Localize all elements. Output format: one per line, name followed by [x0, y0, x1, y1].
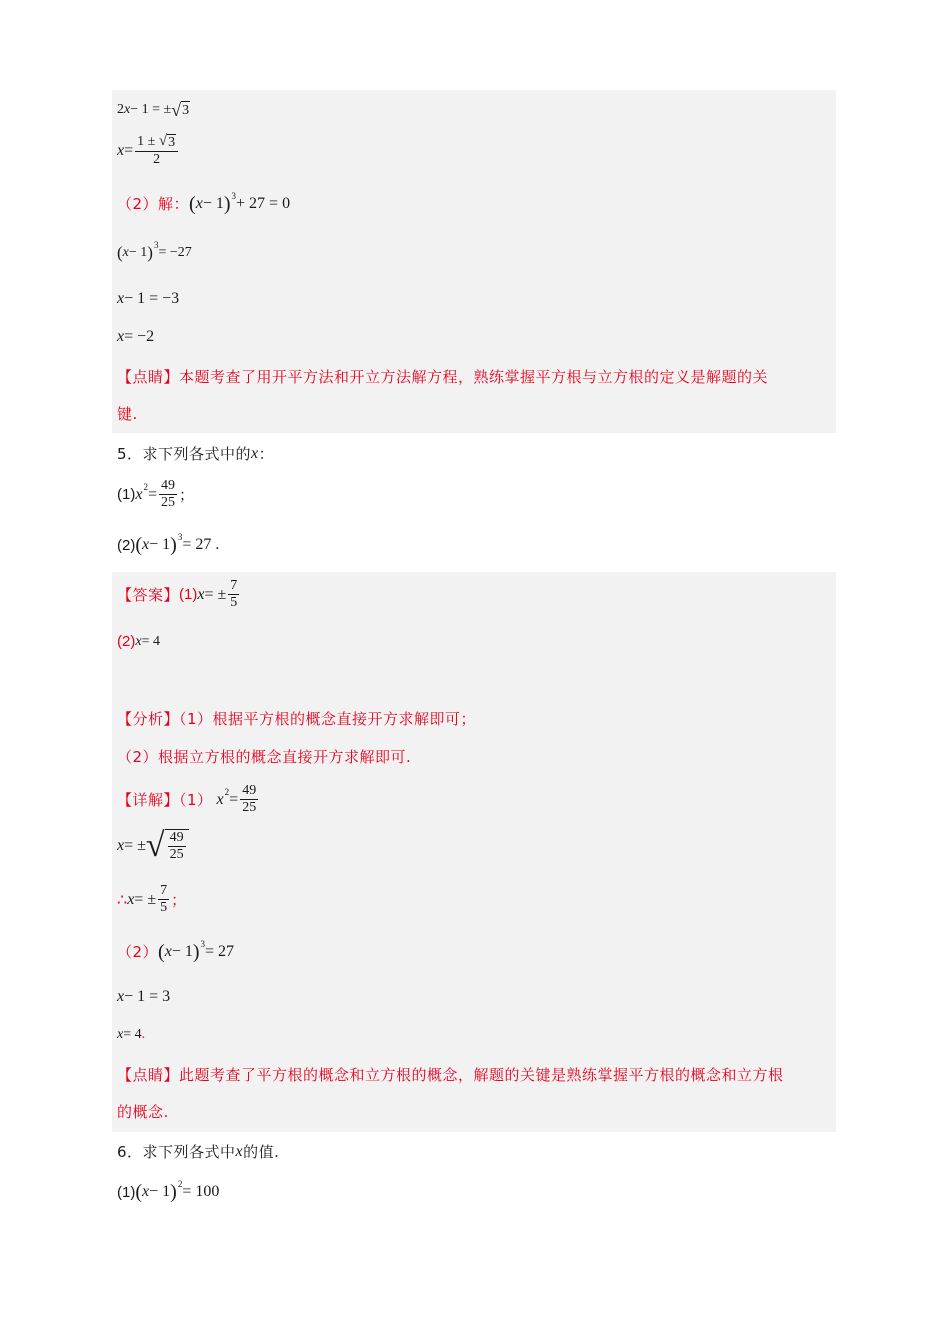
- q5-part-2: (2) ( x − 1 ) 3 = 27 .: [117, 532, 220, 556]
- s4-line-4: ( x − 1 ) 3 = −27: [117, 239, 192, 262]
- a5-note-line-1: 【点睛】此题考查了平方根的概念和立方根的概念，解题的关键是熟练掌握平方根的概念和立方根: [117, 1066, 784, 1084]
- a5-detail-3: ∴ x = ± $\frac{7}{5}$ ；: [117, 883, 187, 916]
- a5-answer-2: (2) x = 4: [117, 633, 160, 650]
- s4-line-6: x = −2: [117, 328, 155, 345]
- s4-note-line-2: 键.: [117, 405, 138, 423]
- s4-line-5: x − 1 = −3: [117, 290, 180, 307]
- q6-part-1: (1) ( x − 1 ) 2 = 100: [117, 1179, 220, 1203]
- a5-answer-1: 【答案】 (1) x = ± $\frac{7}{5}$: [117, 578, 238, 611]
- answer-block-5: [112, 572, 836, 1132]
- a5-detail-5: x − 1 = 3: [117, 988, 171, 1005]
- s4-note-line-1: 【点睛】本题考查了用开平方法和开立方法解方程，熟练掌握平方根与立方根的定义是解题的关: [117, 368, 769, 386]
- a5-detail-2: x = ± √ $\frac{49}{25}$: [117, 829, 189, 863]
- q5-part-1: (1) x 2 = $\frac{49}{25}$ ；: [117, 478, 195, 511]
- q5-title: 5．求下列各式中的 x ：: [117, 444, 275, 463]
- a5-analysis-1: 【分析】（1）根据平方根的概念直接开方求解即可；: [117, 710, 477, 728]
- a5-detail-4: （2） ( x − 1 ) 3 = 27: [117, 938, 235, 963]
- s4-line-1: 2 x − 1 = ± √ 3: [117, 100, 190, 120]
- s4-line-3: （2）解： ( x − 1 ) 3 + 27 = 0: [117, 190, 291, 215]
- a5-detail-1: 【详解】（1） x 2 = $\frac{49}{25}$: [117, 783, 257, 816]
- a5-analysis-2: （2）根据立方根的概念直接开方求解即可.: [117, 748, 412, 766]
- q6-title: 6．求下列各式中 x 的值.: [117, 1142, 280, 1161]
- s4-line-2: x = 1 ± √ 3 2: [117, 134, 180, 168]
- a5-note-line-2: 的概念.: [117, 1103, 169, 1121]
- a5-detail-6: x = 4 .: [117, 1027, 146, 1042]
